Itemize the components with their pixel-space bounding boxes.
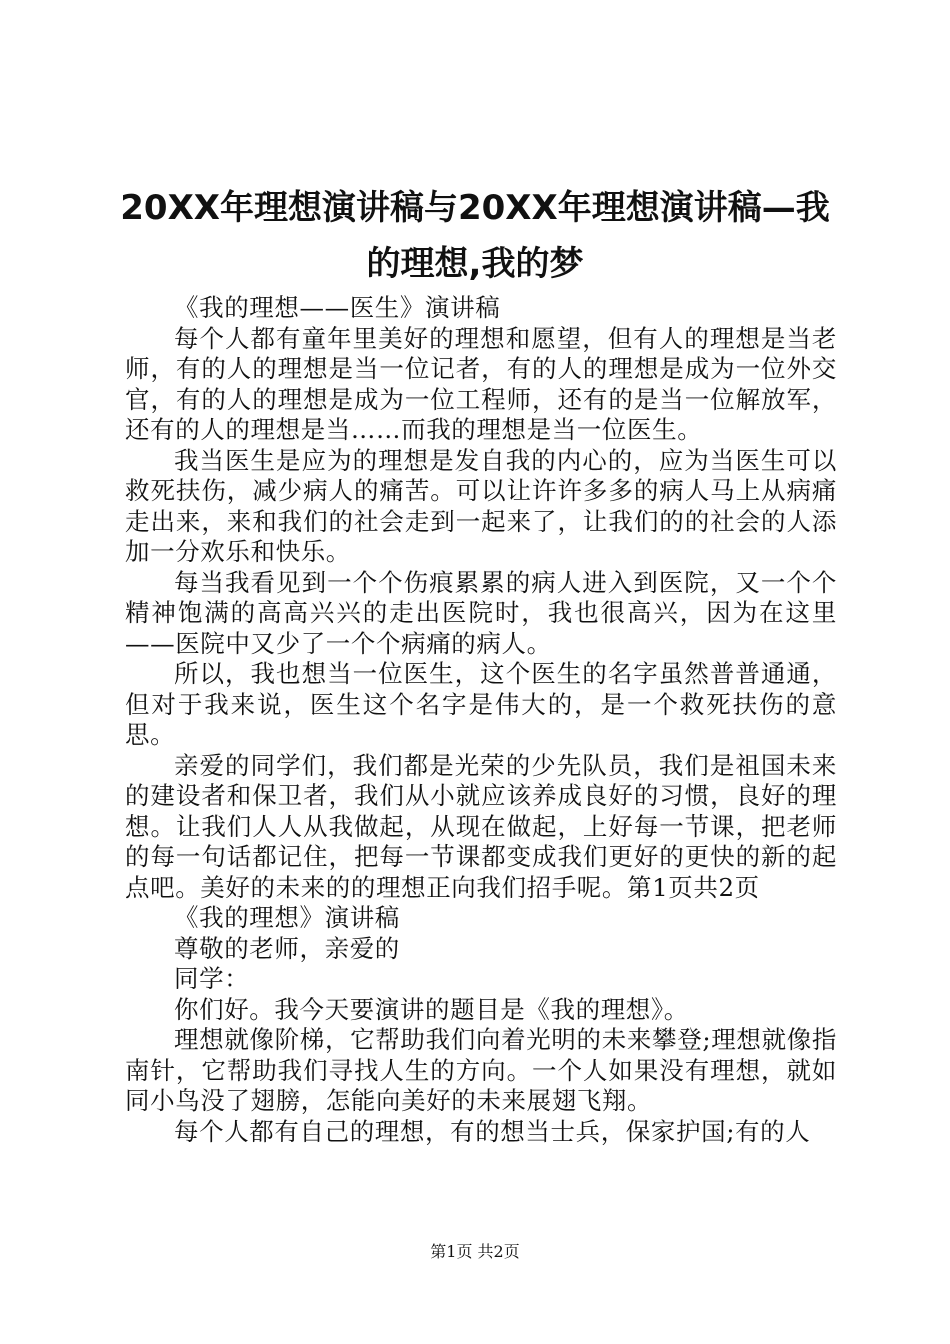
paragraph-heading-2: 《我的理想》演讲稿 [174, 903, 400, 932]
document-title [115, 180, 835, 292]
paragraph: 你们好。我今天要演讲的题目是《我的理想》。 [174, 994, 689, 1024]
paragraph: 亲爱的同学们，我们都是光荣的少先队员，我们是祖国未来的建设者和保卫者，我们从小就应该养成良好的习惯，良好的理想。让我们人人从我做起，从现在做起，上好每一节课，把老师的每一句话都记住，把每一节课都变成我们更好的更快的新的起点吧。美好的未来的的理想正向我们招手呢。第1页共2页 [125, 750, 837, 902]
title-line-2: 的理想,我的梦 [366, 244, 584, 284]
page-footer [0, 1240, 950, 1264]
salutation: 尊敬的老师，亲爱的 [174, 933, 400, 963]
paragraph: 每个人都有自己的理想，有的想当士兵，保家护国;有的人 [174, 1116, 811, 1146]
paragraph: 我当医生是应为的理想是发自我的内心的，应为当医生可以救死扶伤，减少病人的痛苦。可以让许许多多的病人马上从病痛走出来，来和我们的社会走到一起来了，让我们的的社会的人添加一分欢乐和快乐。 [125, 445, 837, 566]
page-number: 第1页 共2页 [430, 1242, 520, 1261]
document-body [125, 293, 837, 1147]
title-line-1: 20XX年理想演讲稿与20XX年理想演讲稿—我 [120, 188, 830, 228]
salutation-continued: 同学： [174, 964, 250, 993]
paragraph: 理想就像阶梯，它帮助我们向着光明的未来攀登;理想就像指南针，它帮助我们寻找人生的方向。一个人如果没有理想，就如同小鸟没了翅膀，怎能向美好的未来展翅飞翔。 [125, 1025, 837, 1115]
paragraph: 每个人都有童年里美好的理想和愿望，但有人的理想是当老师，有的人的理想是当一位记者，有的人的理想是成为一位外交官，有的人的理想是成为一位工程师，还有的是当一位解放军，还有的人的理想是当……而我的理想是当一位医生。 [125, 323, 837, 444]
paragraph: 所以，我也想当一位医生，这个医生的名字虽然普普通通，但对于我来说，医生这个名字是伟大的，是一个救死扶伤的意思。 [125, 659, 837, 749]
paragraph: 每当我看见到一个个伤痕累累的病人进入到医院，又一个个精神饱满的高高兴兴的走出医院时，我也很高兴，因为在这里——医院中又少了一个个病痛的病人。 [125, 567, 837, 658]
paragraph-heading-1: 《我的理想——医生》演讲稿 [174, 293, 501, 322]
